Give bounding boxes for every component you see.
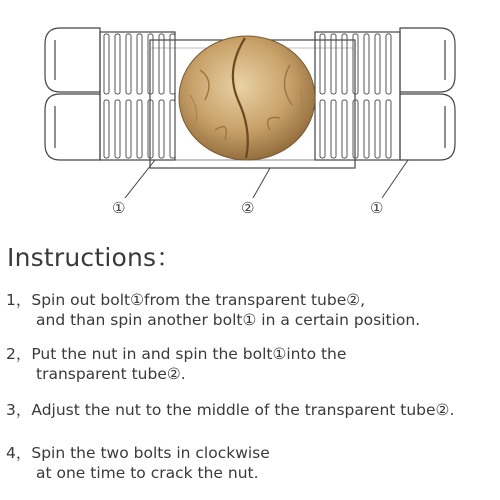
step-1-line-2: and than spin another bolt① in a certain position.	[36, 311, 421, 329]
step-1-line-1: 1，Spin out bolt①from the transparent tube②,	[6, 291, 366, 309]
step-4-line-1: 4，Spin the two bolts in clockwise	[6, 444, 270, 462]
step-2	[6, 344, 346, 384]
step-3	[6, 400, 454, 420]
right-bolt	[315, 28, 455, 160]
callout-bolt-left: ①	[112, 199, 126, 217]
step-2-line-1: 2，Put the nut in and spin the bolt①into the	[6, 345, 347, 363]
walnut	[179, 36, 315, 160]
step-4-line-2: at one time to crack the nut.	[36, 464, 259, 482]
nutcracker-diagram	[0, 0, 500, 230]
instructions-heading: Instructions：	[7, 243, 182, 272]
step-3-line-1: 3，Adjust the nut to the middle of the transparent tube②.	[6, 401, 455, 419]
callout-lines	[125, 160, 408, 198]
callout-tube: ②	[241, 199, 255, 217]
step-4	[6, 443, 270, 483]
step-2-line-2: transparent tube②.	[36, 365, 186, 383]
step-1	[6, 290, 420, 330]
callout-bolt-right: ①	[370, 199, 384, 217]
